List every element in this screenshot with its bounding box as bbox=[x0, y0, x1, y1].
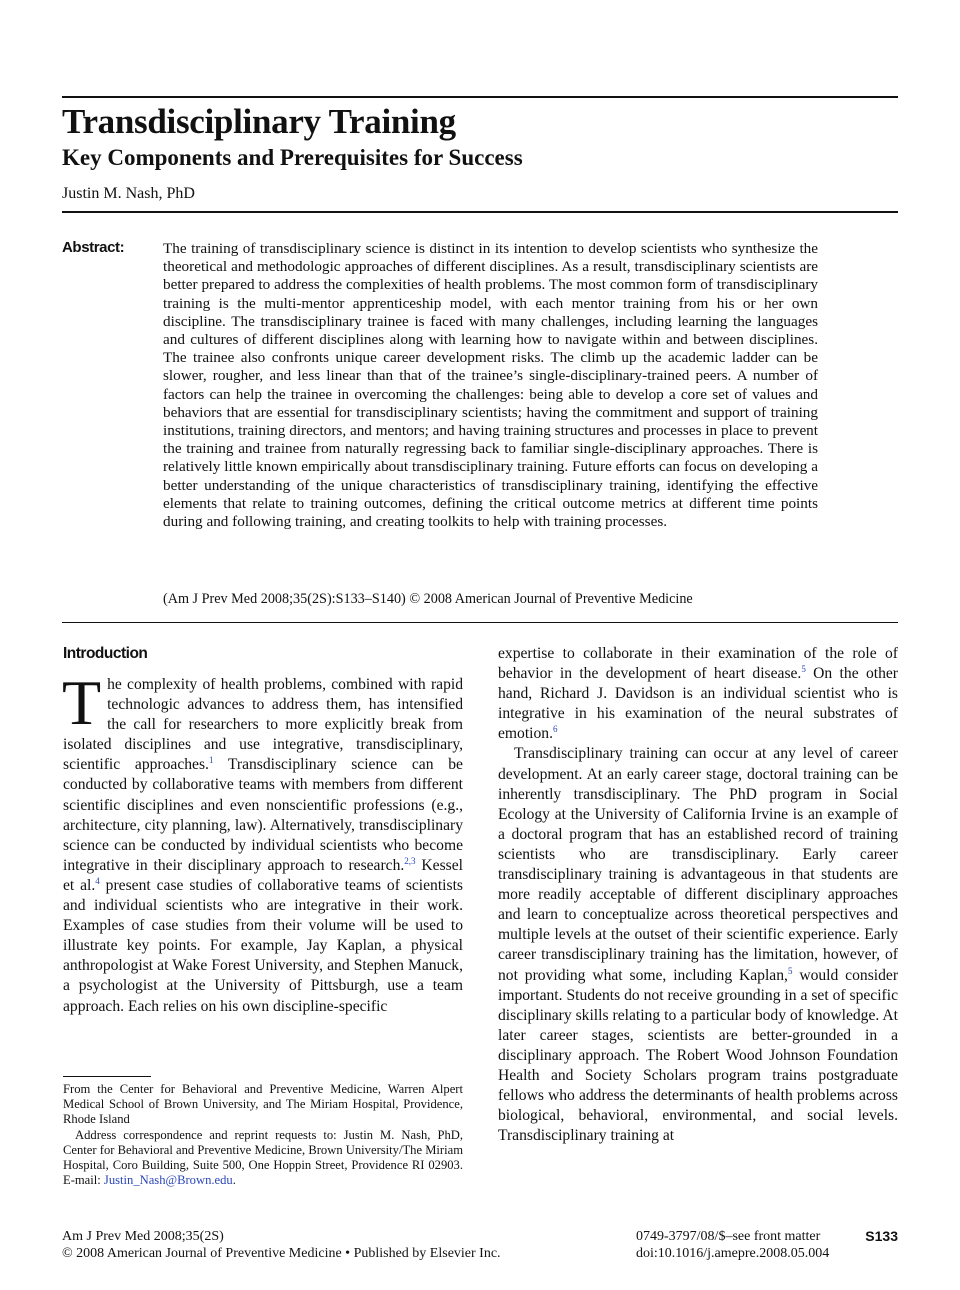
ref-link-5[interactable]: 5 bbox=[801, 663, 806, 674]
top-rule bbox=[62, 96, 898, 98]
section-heading-introduction: Introduction bbox=[63, 645, 148, 662]
footer-right bbox=[636, 1228, 898, 1262]
footer-issn: 0749-3797/08/$–see front matter bbox=[636, 1229, 821, 1244]
abstract-rule bbox=[62, 622, 898, 623]
footnote-rule bbox=[63, 1076, 151, 1077]
email-link[interactable]: Justin_Nash@Brown.edu bbox=[103, 1173, 233, 1188]
header-rule bbox=[62, 211, 898, 213]
abstract-citation: (Am J Prev Med 2008;35(2S):S133–S140) © 2008 American Journal of Preventive Medicine bbox=[163, 591, 693, 607]
footer-doi[interactable]: doi:10.1016/j.amepre.2008.05.004 bbox=[636, 1246, 830, 1261]
intro-paragraph-1: The complexity of health problems, combined with rapid technologic advances to address them, has intensified the call for researchers to more explicitly break from isolated disciplines and use integrative, transdisciplinary, scientific approaches.$^1$ Transdisciplinary science can be conducted by collaborative teams with members from different scientific disciplines and even nonscientific professions (e.g., architecture, city planning, law). Alternatively, transdisciplinary science can be conducted by individual scientists who become integrative in their disciplinary approach to research.$^{2,3}$ Kessel et al.$^4$ present case studies of collaborative teams of scientists and individual scientists who are integrative in their work. Examples of case studies from their volume will be used to illustrate key points. For example, Jay Kaplan, a physical anthropologist at Wake Forest University, and Stephen Manuck, a psychologist at the University of Pittsburgh, use a team approach. Each relies on his own discipline-specific bbox=[62, 667, 463, 1015]
footer-journal: Am J Prev Med 2008;35(2S) bbox=[62, 1229, 224, 1244]
abstract-label: Abstract: bbox=[62, 239, 125, 256]
ref-link-5b[interactable]: 5 bbox=[787, 965, 793, 976]
footer-left bbox=[62, 1228, 501, 1262]
footnote-correspondence: Address correspondence and reprint requests to: Justin M. Nash, PhD, Center for Behavioral and Preventive Medicine, Brown University/The Miriam Hospital, Coro Building, Suite 500, One Hoppin Street, Providence RI 02903. E-mail: Justin_Nash@Brown.edu. bbox=[63, 1127, 463, 1188]
abstract-text: The training of transdisciplinary science is distinct in its intention to develop scientists who synthesize the theoretical and methodologic approaches of different disciplines. As a result, transdisciplinary scientists are better prepared to address the complexities of health problems. The most common form of transdisciplinary training is the multi-mentor apprenticeship model, with each mentor training from his or her own discipline. The transdisciplinary trainee is faced with many challenges, including learning the languages and cultures of different disciplines along with learning how to navigate within and between disciplines. The trainee also confronts unique career development risks. The climb up the academic ladder can be slower, rougher, and less linear than that of the trainee’s single-disciplinary-trained peers. A number of factors can help the trainee in overcoming the challenges: being able to develop a core set of values and behaviors that are essential for transdisciplinary scientists; having the commitment and support of training institutions, training directors, and mentors; and having training structures and processes in place to prevent the training and trainee from naturally regressing back to familiar single-disciplinary approaches. There is relatively little known empirically about transdisciplinary training. Future efforts can focus on developing a better understanding of the unique characteristics of transdisciplinary training, identifying the effective elements that relate to training outcomes, defining the critical outcome metrics at different time points during and following training, and creating toolkits to help with training processes. bbox=[163, 240, 818, 531]
ref-link-4[interactable]: 4 bbox=[95, 875, 100, 886]
right-column bbox=[498, 644, 898, 1146]
page-number: S133 bbox=[865, 1228, 898, 1244]
footnotes bbox=[63, 1082, 463, 1188]
footnote-affiliation: From the Center for Behavioral and Preventive Medicine, Warren Alpert Medical School of Brown University, and The Miriam Hospital, Providence, Rhode Island bbox=[63, 1082, 463, 1127]
intro-paragraph-2: Transdisciplinary training can occur at any level of career development. At an early career stage, doctoral training can be inherently transdisciplinary. The PhD program in Social Ecology at the University of California Irvine is an example of a doctoral program that has an established record of training scientists who are transdisciplinary. Early career transdisciplinary training is advantageous in that students are more readily acceptable of different disciplinary approaches and learn to conceptualize across theoretical perspectives and multiple levels at the outset of their scientific experience. Early career transdisciplinary training has the limitation, however, of not providing what some, including Kaplan,$^5$ would consider important. Students do not receive grounding in a set of specific disciplinary skills relating to a particular body of knowledge. At later career stages, scientists are better-grounded in a disciplinary approach. The Robert Wood Johnson Foundation Health and Society Scholars program trains postgraduate fellows who address the determinants of health problems across biological, behavioral, environmental, and social levels. Transdisciplinary training at bbox=[498, 745, 899, 1145]
ref-link-6[interactable]: 6 bbox=[553, 724, 558, 735]
footer-copyright: © 2008 American Journal of Preventive Medicine • Published by Elsevier Inc. bbox=[62, 1246, 501, 1261]
article-subtitle: Key Components and Prerequisites for Success bbox=[62, 145, 523, 170]
article-title: Transdisciplinary Training bbox=[62, 102, 456, 141]
ref-link-1[interactable]: 1 bbox=[208, 755, 214, 766]
ref-link-2-3[interactable]: 2,3 bbox=[404, 855, 416, 866]
author-line: Justin M. Nash, PhD bbox=[62, 185, 195, 202]
drop-cap: T bbox=[62, 667, 102, 738]
left-column bbox=[62, 667, 463, 1017]
intro-paragraph-1-continued: expertise to collaborate in their examination of the role of behavior in the development of heart disease.$^5$ On the other hand, Richard J. Davidson is an individual scientist who is integrative in his examination of the neural substrates of emotion.$^6$ bbox=[498, 645, 898, 743]
